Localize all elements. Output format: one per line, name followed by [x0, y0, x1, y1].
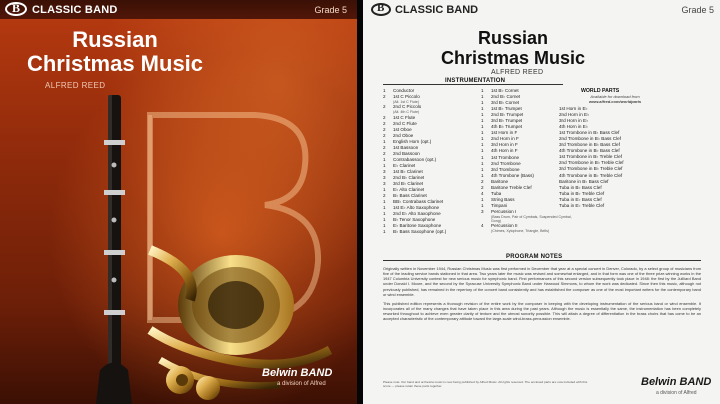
instrument-quantity: 1: [481, 106, 484, 112]
instrument-name: 3rd B♭ Clarinet: [393, 181, 424, 187]
instrument-quantity: 1: [481, 148, 484, 154]
instrument-quantity: 1: [481, 142, 484, 148]
instrument-name: Contrabassoon (opt.): [393, 156, 437, 162]
instrument-name: 1st Oboe: [393, 126, 412, 132]
info-page: [363, 0, 720, 404]
instrument-name: 4th B♭ Trumpet: [491, 124, 523, 130]
instrument-quantity: 2: [383, 150, 386, 156]
instrument-name: BB♭ Contrabass Clarinet: [393, 199, 444, 205]
instrument-name: Tuba: [491, 190, 502, 196]
instrument-name: E♭ Clarinet: [393, 162, 416, 168]
instrument-name: 1st B♭ Cornet: [491, 88, 519, 93]
world-parts-note: [589, 95, 641, 104]
instrument-quantity: 1: [481, 88, 484, 93]
instrument-quantity: 1: [481, 154, 484, 160]
instrument-name: 2nd Trombone: [491, 160, 521, 166]
instrument-quantity: 1: [481, 112, 484, 118]
instrument-quantity: 2: [383, 94, 386, 100]
world-part-item: 4th Trombone in B♭ Treble Clef: [559, 172, 623, 178]
instrument-name: Baritone: [491, 178, 509, 184]
instrument-quantity: 1: [481, 124, 484, 130]
instrument-quantity: 3: [383, 181, 386, 187]
program-notes-paragraph-2: This published edition represents a thorough revision of the entire work by the composer in keeping with the developing instrumentation of the serious band or wind ensemble. It incorporates all of the many changes that have taken place in this area during the past years. Although the music is essentially the same, the instrumentation has been completely reworked throughout to achieve even greater clarity of texture and the utmost sonority possible. This will attain a degree of differentiation in the brass choirs that has come to be an accepted characteristic of the contemporary attitude toward the large-scale wind-brass-percussion ensemble.: [383, 300, 701, 322]
info-title-line2: Christmas Music: [440, 48, 586, 68]
instrument-quantity: 2: [383, 120, 386, 126]
instrument-note: (Alt. 4th C Flute): [393, 110, 420, 115]
world-part-item: 3rd Horn in E♭: [559, 118, 589, 124]
world-part-item: Tuba in B♭ Treble Clef: [559, 190, 605, 196]
instrument-quantity: 3: [481, 208, 484, 214]
instrument-name: B♭ Bass Saxophone (opt.): [393, 229, 447, 235]
copyright-footer: Please note: Our band and orchestra music is now being published by Alfred Music. All rights reserved. The enclosed parts are now included with this score — please retain these parts together.: [383, 380, 588, 388]
instrument-quantity: 1: [481, 136, 484, 142]
instrument-quantity: 1: [481, 100, 484, 106]
cover-publisher-subtitle: a division of Alfred: [277, 381, 326, 387]
world-parts-list: [559, 106, 669, 209]
world-parts-note-line1: Available for download from: [590, 94, 640, 99]
cover-title: [0, 28, 230, 76]
world-parts-heading: WORLD PARTS: [581, 88, 620, 94]
instrumentation-heading: INSTRUMENTATION: [445, 78, 506, 84]
instrument-quantity: 1: [383, 88, 386, 93]
info-composer: ALFRED REED: [491, 69, 544, 76]
instrument-name: E♭ Baritone Saxophone: [393, 223, 442, 229]
series-logo-icon: [5, 2, 27, 16]
instrument-name: 3rd B♭ Trumpet: [491, 118, 523, 124]
cover-title-line1: Russian: [72, 27, 158, 52]
world-part-item: Tuba in B♭ Bass Clef: [559, 184, 602, 190]
world-part-item: 2nd Trombone in B♭ Treble Clef: [559, 160, 624, 166]
instrumentation-rule: [383, 84, 563, 85]
instrument-name: 2nd B♭ Cornet: [491, 94, 521, 100]
instrument-name: B♭ Tenor Saxophone: [393, 217, 436, 223]
instrument-note: (Alt. 1st C Flute): [393, 100, 419, 105]
cover-publisher-logo: Belwin BAND: [262, 367, 333, 379]
cover-page: [0, 0, 357, 404]
instrument-name: 3rd Trombone: [491, 166, 520, 172]
instrument-quantity: 1: [481, 160, 484, 166]
instrument-quantity: 1: [481, 196, 484, 202]
world-part-item: 4th Horn in E♭: [559, 124, 588, 130]
instrument-quantity: 1: [481, 94, 484, 100]
world-part-item: Tuba in E♭ Treble Clef: [559, 202, 605, 208]
series-name: CLASSIC BAND: [32, 4, 118, 16]
world-part-item: 1st Trombone in B♭ Treble Clef: [559, 154, 622, 160]
instrument-quantity: 1: [481, 172, 484, 178]
instrument-name: 2nd Horn in F: [491, 136, 519, 142]
instrument-quantity: 2: [383, 114, 386, 120]
instrument-name: English Horn (opt.): [393, 138, 432, 144]
program-notes-rule: [383, 260, 701, 261]
instrument-note: (Chimes, Xylophone, Triangle, Bells): [491, 229, 550, 234]
instrument-note: (Bass Drum, Pair of Cymbals, Suspended Cymbal, Gong): [491, 214, 572, 224]
program-notes-paragraph-1: Originally written in November 1944, Russian Christmas Music was first performed in December that year at a special concert in Denver, Colorado, by a select group of musicians from five of the leading service bands stationed in that area. Two years later the music was revised and somewhat enlarged, and in that form was one of the three prize-winning works in the 1947 Columbia University contest for new serious music for symphonic band. First performances of this second version subsequently took place in 1948: the first by the Juilliard Band under Donald I. Moore, and the second by the Syracuse University Symphonic Band under Harwood Simmons, to whom the work was dedicated. Since then this music, although not previously published, has remained in the repertory of the concert band consistently and has established the composer as one of the most important writers for the contemporary band or wind ensemble.: [383, 266, 701, 297]
instrumentation-column-1: [383, 88, 475, 235]
instrument-name: 4th Trombone (Bass): [491, 172, 534, 178]
instrument-quantity: 1: [481, 202, 484, 208]
instrument-quantity: 1: [383, 156, 386, 162]
instrument-quantity: 1: [383, 205, 386, 211]
instrument-quantity: 1: [383, 229, 386, 235]
instrument-quantity: 1: [383, 223, 386, 229]
instrument-quantity: 3: [383, 168, 386, 174]
instrument-quantity: 2: [383, 193, 386, 199]
instrument-name: 2nd B♭ Clarinet: [393, 175, 425, 181]
cover-composer: ALFRED REED: [45, 81, 106, 90]
instrument-name: 1st E♭ Alto Saxophone: [393, 205, 440, 211]
instrument-quantity: 1: [383, 138, 386, 144]
info-publisher-subtitle: a division of Alfred: [656, 390, 697, 396]
instrument-quantity: 2: [383, 144, 386, 150]
world-part-item: 4th Trombone in B♭ Bass Clef: [559, 148, 620, 154]
instrument-name: Conductor: [393, 88, 415, 93]
world-part-item: 2nd Trombone in B♭ Bass Clef: [559, 136, 621, 142]
instrument-name: E♭ Alto Clarinet: [393, 187, 425, 193]
series-name: CLASSIC BAND: [395, 4, 479, 16]
instrument-name: Timpani: [491, 202, 508, 208]
instrument-name: 1st Bassoon: [393, 144, 419, 150]
grade-label: Grade 5: [314, 5, 347, 15]
instrument-name: 2nd E♭ Alto Saxophone: [393, 211, 441, 217]
instrument-quantity: 3: [383, 175, 386, 181]
clarinet-image: [96, 95, 132, 404]
world-part-item: 3rd Trombone in B♭ Bass Clef: [559, 142, 620, 148]
world-part-item: 3rd Trombone in B♭ Treble Clef: [559, 166, 623, 172]
instrument-quantity: 4: [481, 190, 484, 196]
world-part-item: Baritone in B♭ Bass Clef: [559, 178, 609, 184]
cover-title-line2: Christmas Music: [26, 51, 204, 76]
world-part-item: 2nd Horn in E♭: [559, 112, 590, 118]
instrument-name: 2nd Bassoon: [393, 150, 420, 156]
series-logo-icon: [371, 3, 391, 16]
info-title-line1: Russian: [477, 28, 549, 48]
instrument-quantity: 1: [383, 199, 386, 205]
instrument-name: 1st B♭ Trumpet: [491, 106, 522, 112]
instrument-name: 2nd C Piccolo: [393, 104, 422, 110]
instrument-name: 3rd Horn in F: [491, 142, 518, 148]
instrument-quantity: 2: [481, 178, 484, 184]
instrument-quantity: 1: [481, 166, 484, 172]
world-parts-url: www.alfred.com/worldparts: [589, 98, 642, 104]
instrument-name: 2nd C Flute: [393, 120, 417, 126]
instrument-quantity: 1: [383, 217, 386, 223]
instrument-name: 1st Horn in F: [491, 130, 518, 136]
instrument-quantity: 1: [383, 211, 386, 217]
world-part-item: Tuba in E♭ Bass Clef: [559, 196, 602, 202]
instrument-name: Percussion II: [491, 223, 518, 229]
world-part-item: 1st Trombone in B♭ Bass Clef: [559, 130, 620, 136]
info-title: [423, 28, 603, 68]
instrument-name: String Bass: [491, 196, 515, 202]
world-part-item: 1st Horn in E♭: [559, 106, 588, 111]
info-publisher-logo: Belwin BAND: [641, 376, 712, 388]
instrument-quantity: 2: [383, 104, 386, 110]
instrument-name: 1st B♭ Clarinet: [393, 168, 423, 174]
instrument-name: 1st C Flute: [393, 114, 416, 120]
instrument-quantity: 1: [481, 130, 484, 136]
instrument-quantity: 1: [383, 187, 386, 193]
instrument-name: B♭ Bass Clarinet: [393, 193, 427, 199]
instrument-name: 2nd Oboe: [393, 132, 414, 138]
instrument-quantity: 1: [481, 118, 484, 124]
instrument-name: Percussion I: [491, 208, 517, 214]
instrument-name: 1st Trombone: [491, 154, 520, 160]
instrument-quantity: 2: [383, 132, 386, 138]
instrument-quantity: 2: [383, 126, 386, 132]
instrument-name: 1st C Piccolo: [393, 94, 420, 100]
instrument-name: 4th Horn in F: [491, 148, 518, 154]
instrument-quantity: 2: [481, 184, 484, 190]
program-notes-heading: PROGRAM NOTES: [506, 254, 563, 260]
instrument-quantity: 1: [383, 162, 386, 168]
instrument-row: [383, 229, 475, 235]
instrument-name: 2nd B♭ Trumpet: [491, 112, 524, 118]
grade-label: Grade 5: [681, 5, 714, 15]
instrument-name: Baritone Treble Clef: [491, 184, 532, 190]
program-notes: [383, 266, 701, 326]
instrument-name: 3rd B♭ Cornet: [491, 100, 520, 106]
instrument-quantity: 4: [481, 223, 484, 229]
